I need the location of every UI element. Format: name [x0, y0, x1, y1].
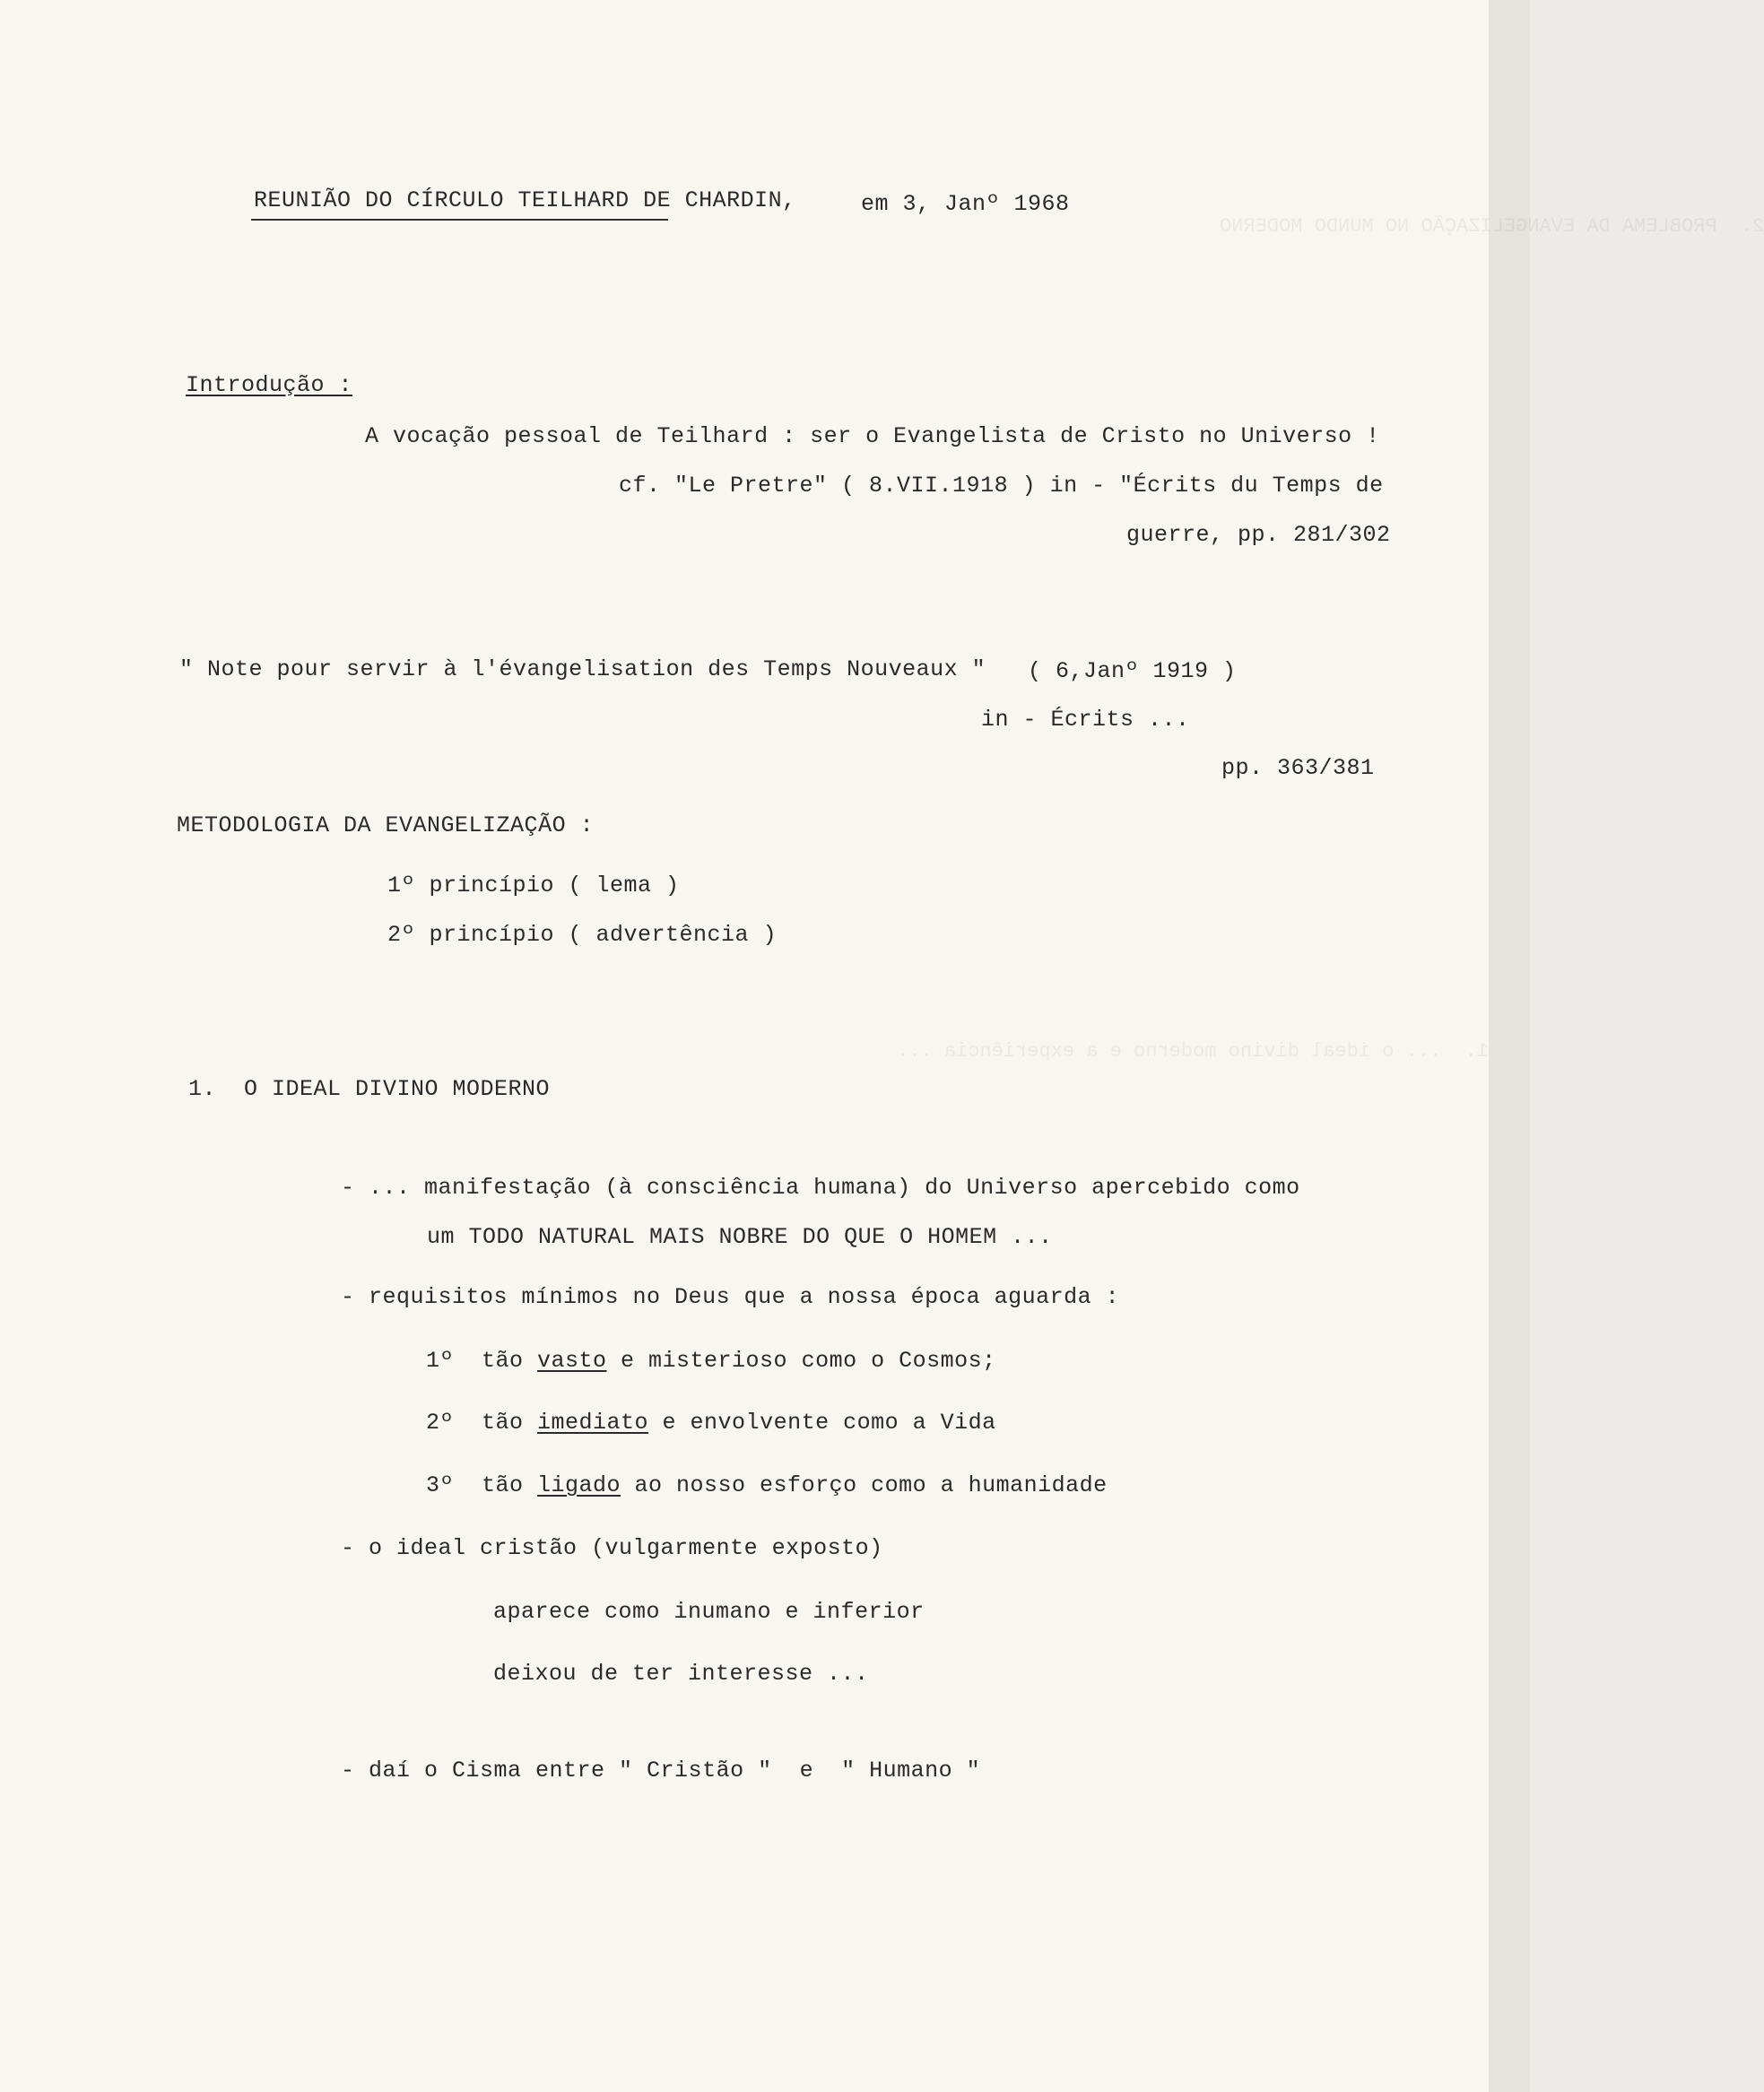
show-through-text: 1. ... o ideal divino moderno e a experiência ...: [897, 1040, 1490, 1063]
requirement-item: tão vasto e misterioso como o Cosmos;: [482, 1348, 996, 1374]
bullet-item: - requisitos mínimos no Deus que a nossa época aguarda :: [341, 1284, 1120, 1310]
show-through-text: 2. PROBLEMA DA EVANGELIZAÇÃO NO MUNDO MODERNO: [1220, 215, 1764, 238]
bullet-subitem: aparece como inumano e inferior: [493, 1599, 925, 1625]
methodology-item: 1º princípio ( lema ): [387, 872, 680, 898]
note-source: in - Écrits ...: [981, 707, 1190, 733]
requirement-number: 3º: [426, 1472, 455, 1498]
requirement-number: 1º: [426, 1348, 455, 1374]
requirement-item: tão ligado ao nosso esforço como a humanidade: [482, 1472, 1108, 1498]
intro-line: cf. "Le Pretre" ( 8.VII.1918 ) in - "Écrits du Temps de: [619, 473, 1384, 499]
note-date: ( 6,Janº 1919 ): [1028, 658, 1237, 684]
note-title: " Note pour servir à l'évangelisation des Temps Nouveaux ": [179, 656, 986, 682]
bullet-item: - daí o Cisma entre " Cristão " e " Humano ": [341, 1758, 981, 1784]
intro-line: A vocação pessoal de Teilhard : ser o Evangelista de Cristo no Universo !: [365, 423, 1380, 449]
bullet-item: - o ideal cristão (vulgarmente exposto): [341, 1535, 883, 1561]
title-underline: [251, 219, 668, 221]
requirement-item: tão imediato e envolvente como a Vida: [482, 1410, 996, 1436]
bullet-subitem: deixou de ter interesse ...: [493, 1661, 869, 1687]
bullet-item: - ... manifestação (à consciência humana) do Universo apercebido como: [341, 1175, 1300, 1201]
requirement-number: 2º: [426, 1410, 455, 1436]
intro-line: guerre, pp. 281/302: [1126, 522, 1391, 548]
meeting-date: em 3, Janº 1968: [861, 191, 1070, 217]
methodology-heading: METODOLOGIA DA EVANGELIZAÇÃO :: [177, 812, 595, 838]
intro-heading: Introdução :: [186, 372, 353, 398]
meeting-title: REUNIÃO DO CÍRCULO TEILHARD DE CHARDIN,: [254, 187, 796, 213]
page-edge: [1489, 0, 1530, 2092]
bullet-item: um TODO NATURAL MAIS NOBRE DO QUE O HOMEM ...: [427, 1224, 1053, 1250]
methodology-item: 2º princípio ( advertência ): [387, 922, 778, 948]
section-heading: 1. O IDEAL DIVINO MODERNO: [188, 1076, 551, 1102]
note-pages: pp. 363/381: [1221, 755, 1375, 781]
